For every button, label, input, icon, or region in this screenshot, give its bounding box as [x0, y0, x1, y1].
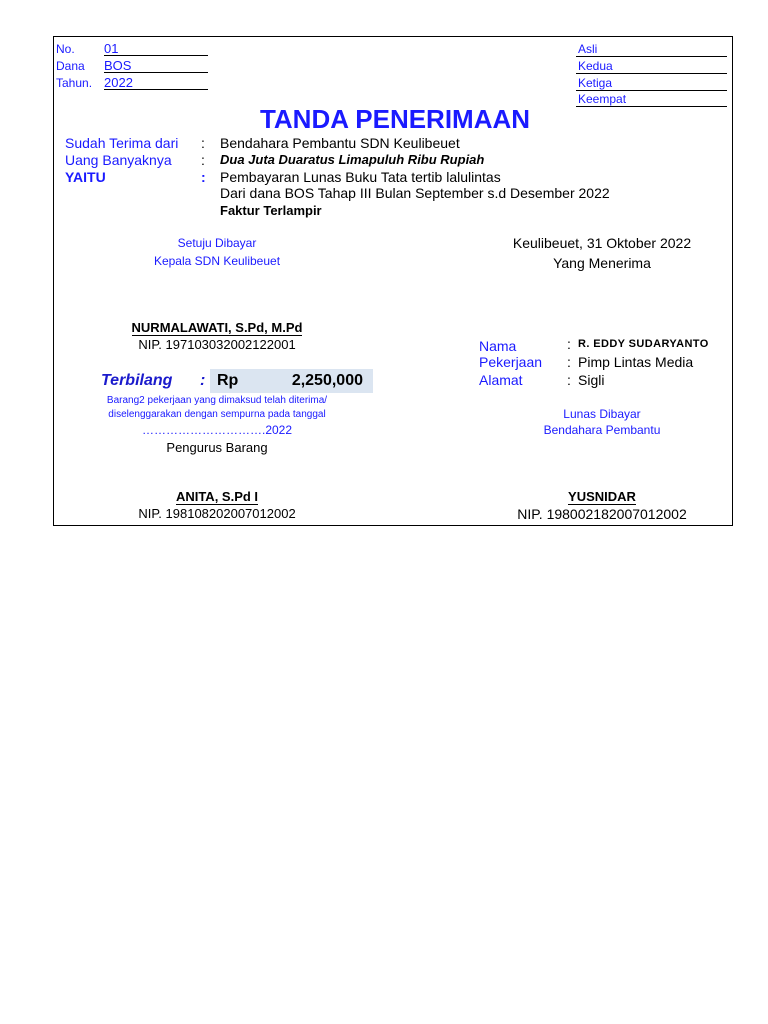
copy-ketiga — [576, 76, 727, 91]
copy-asli — [576, 42, 727, 57]
dana-field — [104, 58, 208, 73]
amount-figure: 2,250,000 — [291, 372, 363, 389]
from-value: Bendahara Pembantu SDN Keulibeuet — [220, 135, 460, 151]
treasurer-signer-nip: NIP. 198002182007012002 — [517, 506, 687, 522]
terbilang-label: Terbilang — [101, 372, 173, 389]
yaitu-colon: : — [201, 169, 206, 185]
no-value: 01 — [104, 41, 119, 56]
goods-role: Pengurus Barang — [166, 440, 268, 455]
approval-signer — [87, 320, 347, 336]
no-label: No. — [56, 42, 75, 56]
amount-colon: : — [201, 152, 205, 168]
goods-note-1: Barang2 pekerjaan yang dimaksud telah diterima/ — [106, 395, 328, 406]
from-label: Sudah Terima dari — [65, 135, 179, 151]
dana-label: Dana — [56, 59, 85, 73]
receiver-role: Yang Menerima — [553, 255, 651, 271]
tahun-field — [104, 75, 208, 90]
alamat-value: Sigli — [578, 372, 605, 388]
treasurer-signer-name: YUSNIDAR — [568, 489, 636, 504]
pekerjaan-value: Pimp Lintas Media — [578, 354, 694, 370]
tahun-label: Tahun. — [56, 76, 93, 90]
terbilang-colon: : — [200, 372, 206, 389]
document-title: TANDA PENERIMAAN — [259, 104, 531, 134]
purpose-line-2: Dari dana BOS Tahap III Bulan September s.d Desember 2022 — [220, 185, 610, 201]
amount-label: Uang Banyaknya — [65, 152, 172, 168]
copy-label: Asli — [578, 42, 598, 56]
approval-line-1: Setuju Dibayar — [177, 236, 257, 250]
copy-kedua — [576, 59, 727, 74]
goods-signer-name: ANITA, S.Pd I — [175, 489, 259, 504]
amount-words: Dua Juta Duaratus Limapuluh Ribu Rupiah — [220, 152, 485, 167]
goods-date-line: ………………………….2022 — [141, 423, 293, 437]
alamat-colon: : — [567, 372, 571, 388]
from-colon: : — [201, 135, 205, 151]
goods-signer-nip: NIP. 198108202007012002 — [138, 506, 296, 521]
purpose-line-1: Pembayaran Lunas Buku Tata tertib lalulintas — [220, 169, 501, 185]
nama-label: Nama — [479, 338, 517, 354]
approval-signer-name: NURMALAWATI, S.Pd, M.Pd — [131, 320, 303, 335]
purpose-line-3: Faktur Terlampir — [220, 203, 322, 218]
pekerjaan-colon: : — [567, 354, 571, 370]
currency-label: Rp — [217, 372, 239, 389]
no-field — [104, 41, 208, 56]
copy-label: Keempat — [578, 92, 627, 106]
amount-box — [210, 369, 373, 393]
pekerjaan-label: Pekerjaan — [479, 354, 543, 370]
place-date: Keulibeuet, 31 Oktober 2022 — [512, 235, 692, 251]
goods-note-2: diselenggarakan dengan sempurna pada tanggal — [108, 409, 326, 420]
treasurer-signer — [472, 489, 732, 505]
tahun-value: 2022 — [104, 75, 133, 90]
approval-line-2: Kepala SDN Keulibeuet — [153, 254, 281, 268]
alamat-label: Alamat — [479, 372, 523, 388]
copy-label: Kedua — [578, 59, 613, 73]
treasurer-line-2: Bendahara Pembantu — [543, 423, 661, 437]
copy-keempat — [576, 92, 727, 107]
dana-value: BOS — [104, 58, 132, 73]
yaitu-label: YAITU — [65, 169, 106, 185]
goods-signer — [87, 489, 347, 505]
approval-signer-nip: NIP. 197103032002122001 — [138, 337, 296, 352]
nama-value: R. EDDY SUDARYANTO — [578, 338, 709, 350]
nama-colon: : — [567, 336, 571, 352]
copy-label: Ketiga — [578, 76, 613, 90]
treasurer-line-1: Lunas Dibayar — [563, 407, 641, 421]
